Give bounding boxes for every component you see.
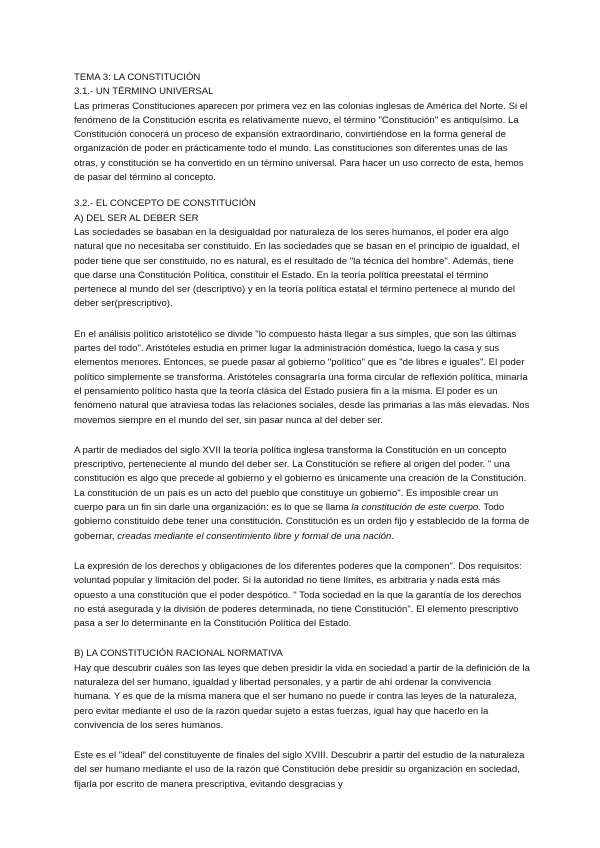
- document-title: TEMA 3: LA CONSTITUCIÓN: [74, 72, 201, 83]
- paragraph-3-emphasis-1: la constitución de este cuerpo: [351, 502, 479, 514]
- subsection-a-paragraph-4: La expresión de los derechos y obligaciones de los diferentes poderes que la componen". Dos requisitos: voluntad popular y limitación del poder. Si la autoridad no tiene límites, es arbitraria y nada está más opuesto a una constitución que el poder despótico. " Toda sociedad en la que la garantía de los derechos no está asegurada y la división de poderes determinada, no tiene Constitución". El elemento prescriptivo pasa a ser lo determinante en la Constitución Política del Estado.: [74, 560, 522, 630]
- section-3-1-paragraph: Las primeras Constituciones aparecen por primera vez en las colonias inglesas de América del Norte. Si el fenómeno de la Constitución escrita es relativamente nuevo, el término "Constitución" es antiquísimo. La Constitución conocerá un proceso de expansión extraordinario, convirtiéndose en la forma general de organización de poder en prácticamente todo el mundo. Las constituciones son diferentes unas de las otras, y constitución se ha convertido en un término universal. Para hacer un uso correcto de esta, hemos de pasar del término al concepto.: [74, 100, 528, 184]
- section-3-2-heading: 3.2.- EL CONCEPTO DE CONSTITUCIÓN: [74, 198, 256, 210]
- subsection-b-heading: B) LA CONSTITUCIÓN RACIONAL NORMATIVA: [74, 648, 283, 660]
- document-body: [74, 71, 530, 792]
- subsection-a-paragraph-2: En el análisis político aristotélico se divide "lo compuesto hasta llegar a sus simples, que son las últimas partes del todo". Aristóteles estudia en primer lugar la administración doméstica, luego la casa y sus elementos menores. Entonces, se puede pasar al gobierno "político" que es "de libres e iguales". El poder político simplemente se transforma. Aristóteles consagraría una forma circular de reflexión política, minaría el pensamiento político hasta que la teoría clásica del Estado pusiera fin a la misma. El poder es un fenómeno natural que atraviesa todas las relaciones sociales, desde las primarias a las más elevadas. Nos movemos siempre en el mundo del ser, sin pasar nunca al del deber ser.: [74, 328, 530, 426]
- subsection-a-heading: A) DEL SER AL DEBER SER: [74, 212, 199, 224]
- subsection-b-paragraph-2: Este es el "ideal" del constituyente de finales del siglo XVIII. Descubrir a partir del estudio de la naturaleza del ser humano mediante el uso de la razón qué Constitución debe presidir su organización en sociedad, fijarla por escrito de manera prescriptiva, evitando desgracias y: [74, 750, 525, 790]
- paragraph-3-emphasis-2: creadas mediante el consentimiento libre y formal de una nación: [117, 530, 392, 542]
- paragraph-3-text-c: .: [391, 530, 395, 542]
- paragraph-3-text-b: . Todo gobierno constituido debe tener una constitución. Constitución es un orden fijo y establecido de la forma de gobernar,: [74, 502, 530, 542]
- section-3-1-heading: 3.1.- UN TÉRMINO UNIVERSAL: [74, 86, 214, 98]
- subsection-b-paragraph-1: Hay que descubrir cuáles son las leyes que deben presidir la vida en sociedad a partir de la definición de la naturaleza del ser humano, igualdad y libertad personales, y a partir de ahí ordenar la convivencia humana. Y es que de la misma manera que el ser humano no puede ir contra las leyes de la naturaleza, pero evitar mediante el uso de la razón quedar sujeto a estas fuerzas, igual hay que hacerlo en la convivencia de los seres humanos.: [74, 662, 530, 731]
- paragraph-3-text-a: A partir de mediados del siglo XVII la teoría política inglesa transforma la Constitución en un concepto prescriptivo, perteneciente al mundo del deber ser. La Constitución se refiere al origen del poder. " una constitución es algo que precede al gobierno y el gobierno es únicamente una creación de la Constitución. La constitución de un país es un acto del pueblo que constituye un gobierno". Es imposible crear un cuerpo para un fin sin darle una organización: es lo que se llama: [74, 444, 527, 514]
- subsection-a-paragraph-3: [74, 444, 530, 544]
- subsection-a-paragraph-1: Las sociedades se basaban en la desigualdad por naturaleza de los seres humanos, el poder era algo natural que no necesitaba ser constituido. En las sociedades que se basan en el principio de igualdad, el poder tiene que ser constituido, no es natural, es el resultado de "la técnica del hombre". Además, tiene que darse una Constitución Política, constituir el Estado. En la teoría política preestatal el término pertenece al mundo del ser (descriptivo) y en la teoría política estatal el término pertenece al mundo del deber ser(prescriptivo).: [74, 226, 520, 310]
